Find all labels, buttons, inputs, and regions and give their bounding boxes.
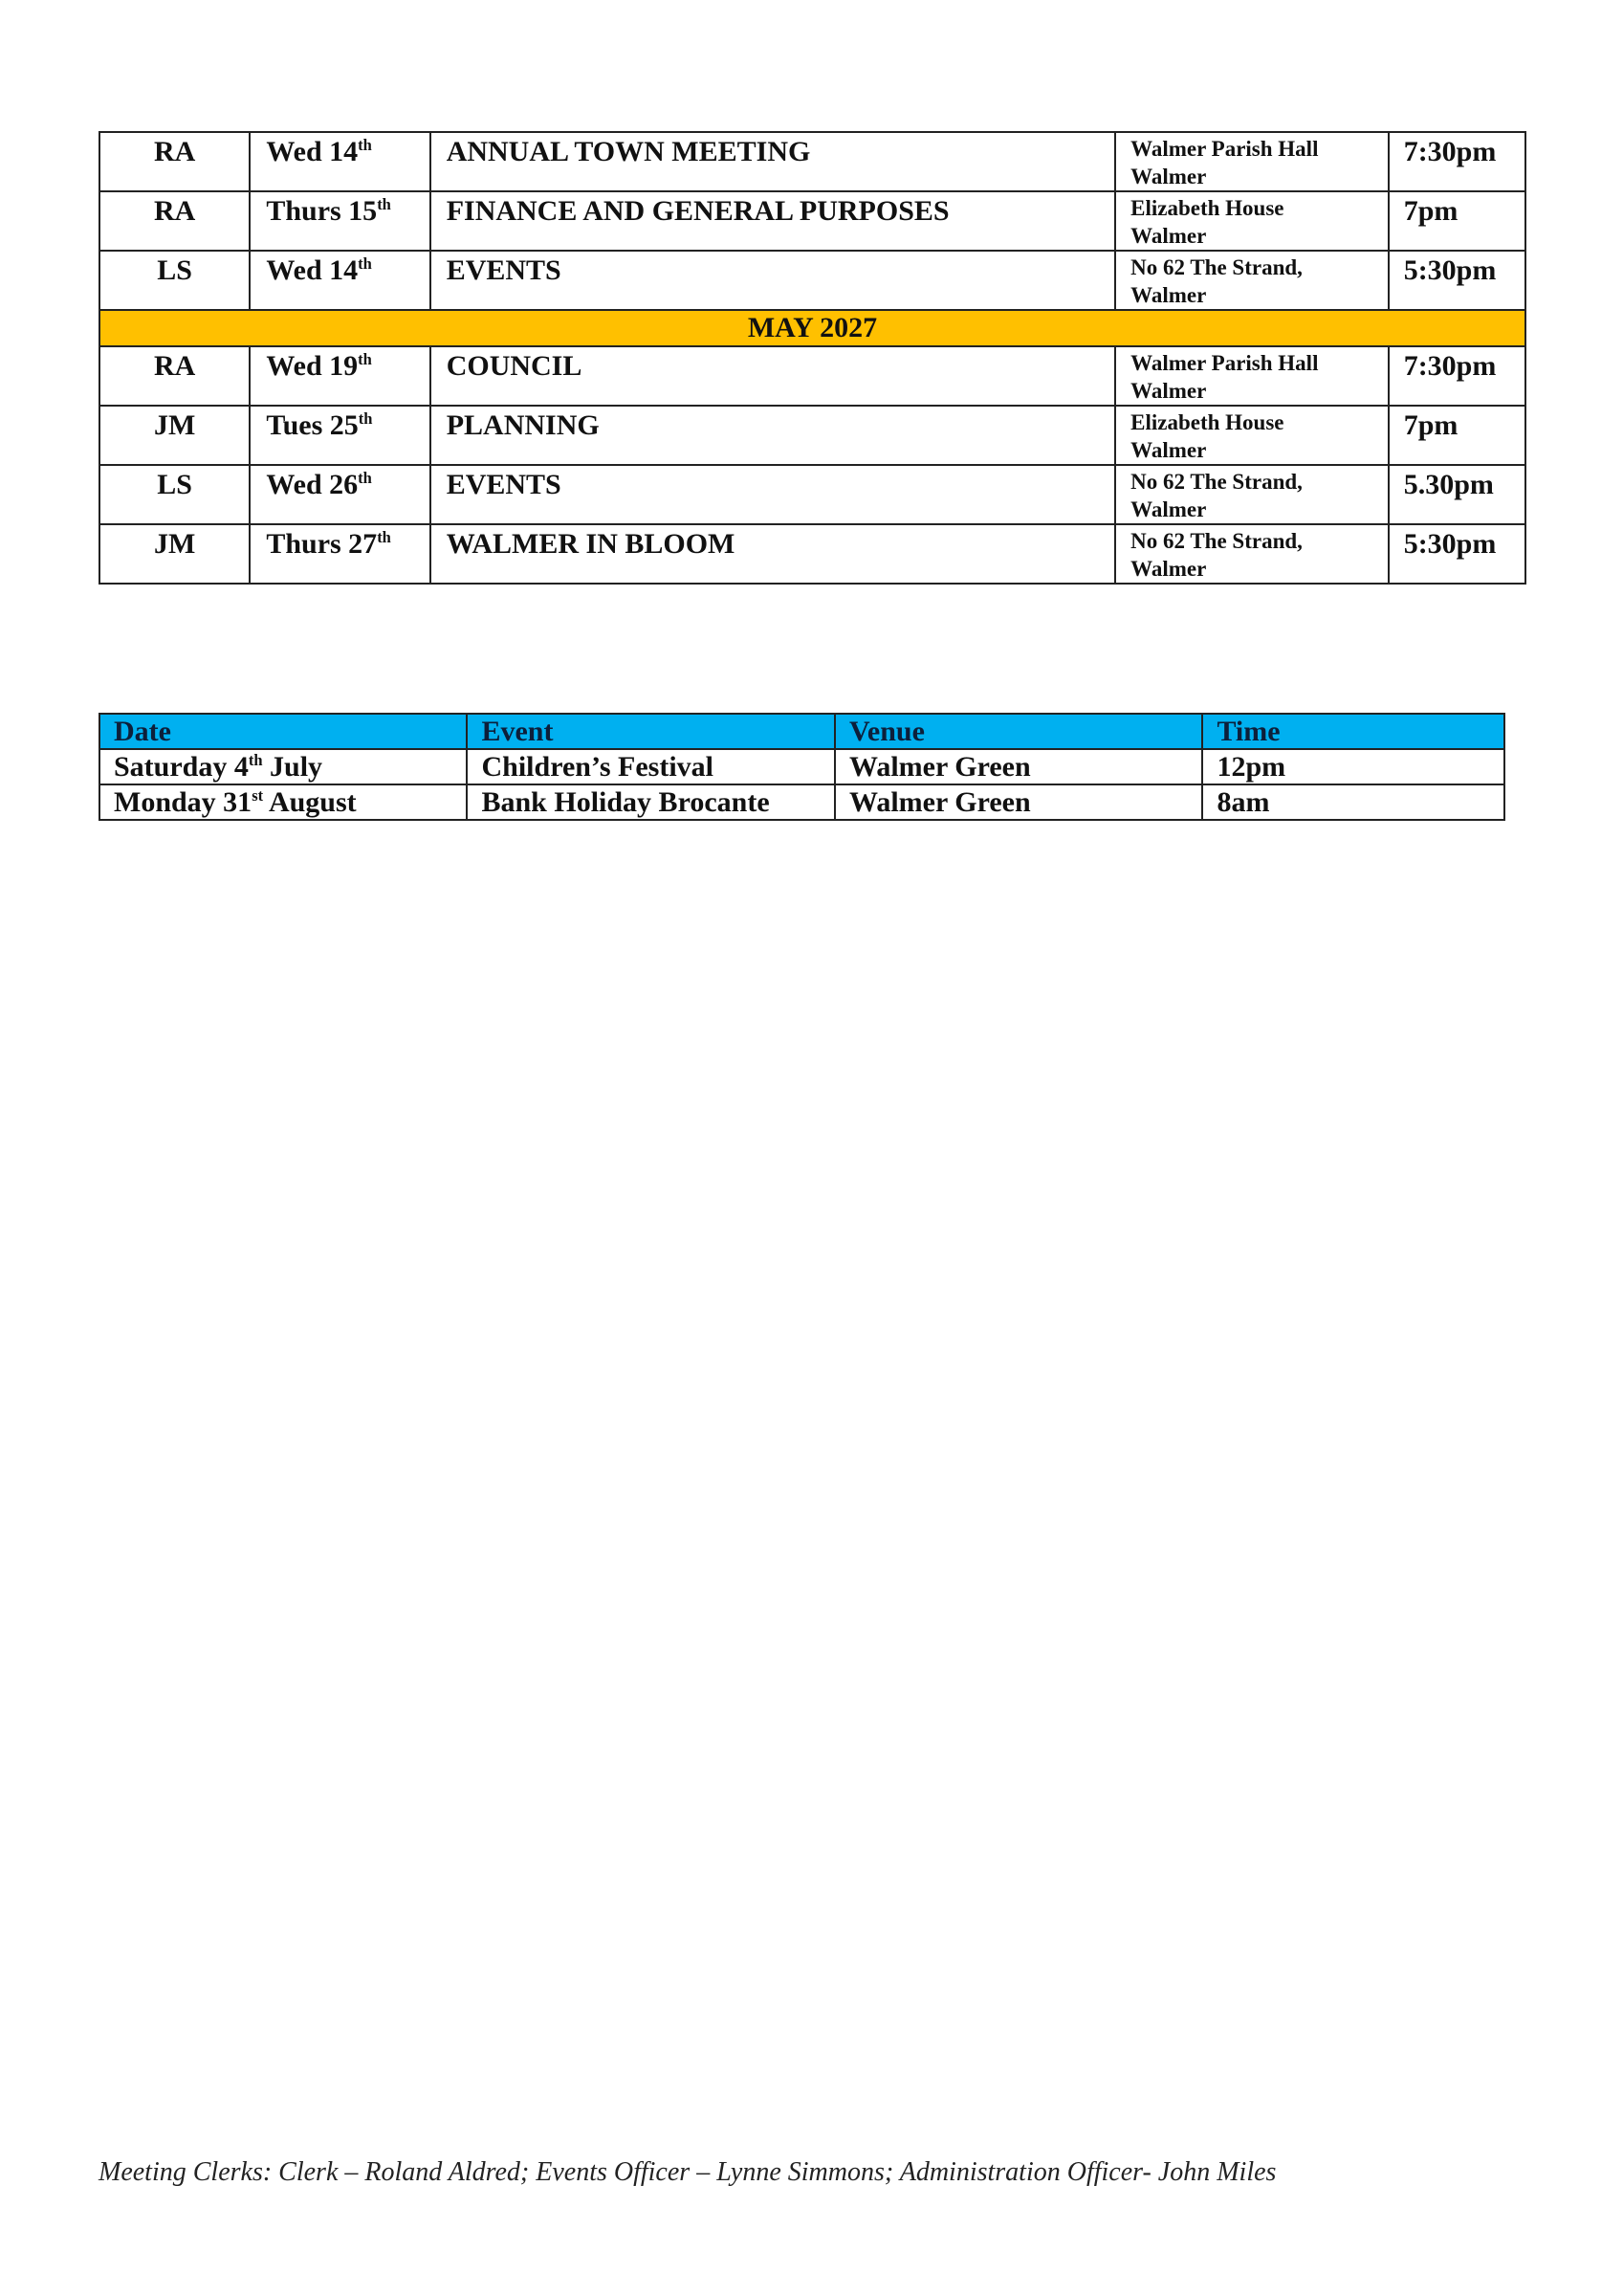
table-row — [99, 524, 1525, 584]
date-text: Wed 26 — [266, 469, 359, 500]
venue-line-2: Walmer — [1130, 283, 1207, 307]
meeting-clerks-footer: Meeting Clerks: Clerk – Roland Aldred; Events Officer – Lynne Simmons; Administration Officer- John Miles — [99, 2157, 1277, 2187]
event-name-cell: Children’s Festival — [467, 749, 835, 784]
event-date-month: July — [262, 751, 323, 783]
date-suffix: th — [358, 409, 373, 428]
column-header-venue: Venue — [835, 714, 1202, 749]
date-cell — [250, 406, 429, 465]
venue-cell — [1115, 346, 1389, 406]
venue-line-2: Walmer — [1130, 224, 1207, 248]
event-date: Monday 31 — [114, 786, 252, 818]
venue-cell — [1115, 406, 1389, 465]
date-suffix: th — [358, 254, 372, 273]
date-suffix: th — [377, 195, 391, 213]
table-row — [99, 132, 1525, 191]
event-venue-cell: Walmer Green — [835, 749, 1202, 784]
venue-line-1: Elizabeth House — [1130, 410, 1284, 434]
date-suffix: th — [377, 528, 391, 546]
venue-line-2: Walmer — [1130, 557, 1207, 581]
venue-cell — [1115, 524, 1389, 584]
time-cell: 5.30pm — [1389, 465, 1525, 524]
table-row — [99, 406, 1525, 465]
date-suffix: th — [358, 136, 372, 154]
event-date-month: August — [263, 786, 357, 818]
date-cell — [250, 132, 429, 191]
event-date-suffix: st — [252, 786, 264, 805]
event-venue-cell: Walmer Green — [835, 784, 1202, 820]
meeting-cell: WALMER IN BLOOM — [430, 524, 1115, 584]
column-header-time: Time — [1202, 714, 1504, 749]
column-header-date: Date — [99, 714, 467, 749]
meeting-cell: PLANNING — [430, 406, 1115, 465]
time-cell: 5:30pm — [1389, 251, 1525, 310]
event-time-cell: 12pm — [1202, 749, 1504, 784]
events-table — [99, 713, 1505, 821]
venue-line-1: Elizabeth House — [1130, 196, 1284, 220]
event-date-cell — [99, 784, 467, 820]
table-row — [99, 251, 1525, 310]
time-cell: 5:30pm — [1389, 524, 1525, 584]
clerk-cell: RA — [99, 346, 250, 406]
event-name-cell: Bank Holiday Brocante — [467, 784, 835, 820]
month-header: MAY 2027 — [99, 310, 1525, 346]
date-cell — [250, 524, 429, 584]
date-text: Wed 14 — [266, 254, 359, 286]
meeting-cell: EVENTS — [430, 465, 1115, 524]
table-row — [99, 191, 1525, 251]
date-suffix: th — [358, 350, 372, 368]
time-cell: 7:30pm — [1389, 346, 1525, 406]
time-cell: 7pm — [1389, 191, 1525, 251]
meeting-cell: ANNUAL TOWN MEETING — [430, 132, 1115, 191]
venue-cell — [1115, 465, 1389, 524]
event-date: Saturday 4 — [114, 751, 249, 783]
date-suffix: th — [358, 469, 372, 487]
time-cell: 7pm — [1389, 406, 1525, 465]
date-text: Thurs 15 — [266, 195, 378, 227]
events-header-row — [99, 714, 1504, 749]
column-header-event: Event — [467, 714, 835, 749]
venue-line-1: No 62 The Strand, — [1130, 255, 1303, 279]
date-cell — [250, 346, 429, 406]
clerk-cell: RA — [99, 132, 250, 191]
time-cell: 7:30pm — [1389, 132, 1525, 191]
venue-line-2: Walmer — [1130, 438, 1207, 462]
date-text: Thurs 27 — [266, 528, 378, 560]
event-time-cell: 8am — [1202, 784, 1504, 820]
venue-cell — [1115, 132, 1389, 191]
date-cell — [250, 465, 429, 524]
venue-line-1: Walmer Parish Hall — [1130, 351, 1319, 375]
venue-line-1: No 62 The Strand, — [1130, 470, 1303, 494]
venue-line-2: Walmer — [1130, 379, 1207, 403]
table-row — [99, 465, 1525, 524]
clerk-cell: RA — [99, 191, 250, 251]
date-text: Wed 19 — [266, 350, 359, 382]
month-header-row — [99, 310, 1525, 346]
meeting-cell: FINANCE AND GENERAL PURPOSES — [430, 191, 1115, 251]
table-row — [99, 749, 1504, 784]
clerk-cell: JM — [99, 406, 250, 465]
clerk-cell: JM — [99, 524, 250, 584]
venue-line-1: Walmer Parish Hall — [1130, 137, 1319, 161]
event-date-suffix: th — [248, 751, 263, 769]
date-cell — [250, 191, 429, 251]
meeting-cell: COUNCIL — [430, 346, 1115, 406]
clerk-cell: LS — [99, 465, 250, 524]
venue-line-2: Walmer — [1130, 497, 1207, 521]
event-date-cell — [99, 749, 467, 784]
table-row — [99, 346, 1525, 406]
venue-line-2: Walmer — [1130, 165, 1207, 188]
clerk-cell: LS — [99, 251, 250, 310]
date-cell — [250, 251, 429, 310]
table-row — [99, 784, 1504, 820]
venue-cell — [1115, 251, 1389, 310]
date-text: Tues 25 — [266, 409, 359, 441]
date-text: Wed 14 — [266, 136, 359, 167]
meeting-cell: EVENTS — [430, 251, 1115, 310]
venue-cell — [1115, 191, 1389, 251]
venue-line-1: No 62 The Strand, — [1130, 529, 1303, 553]
meetings-table — [99, 131, 1526, 585]
